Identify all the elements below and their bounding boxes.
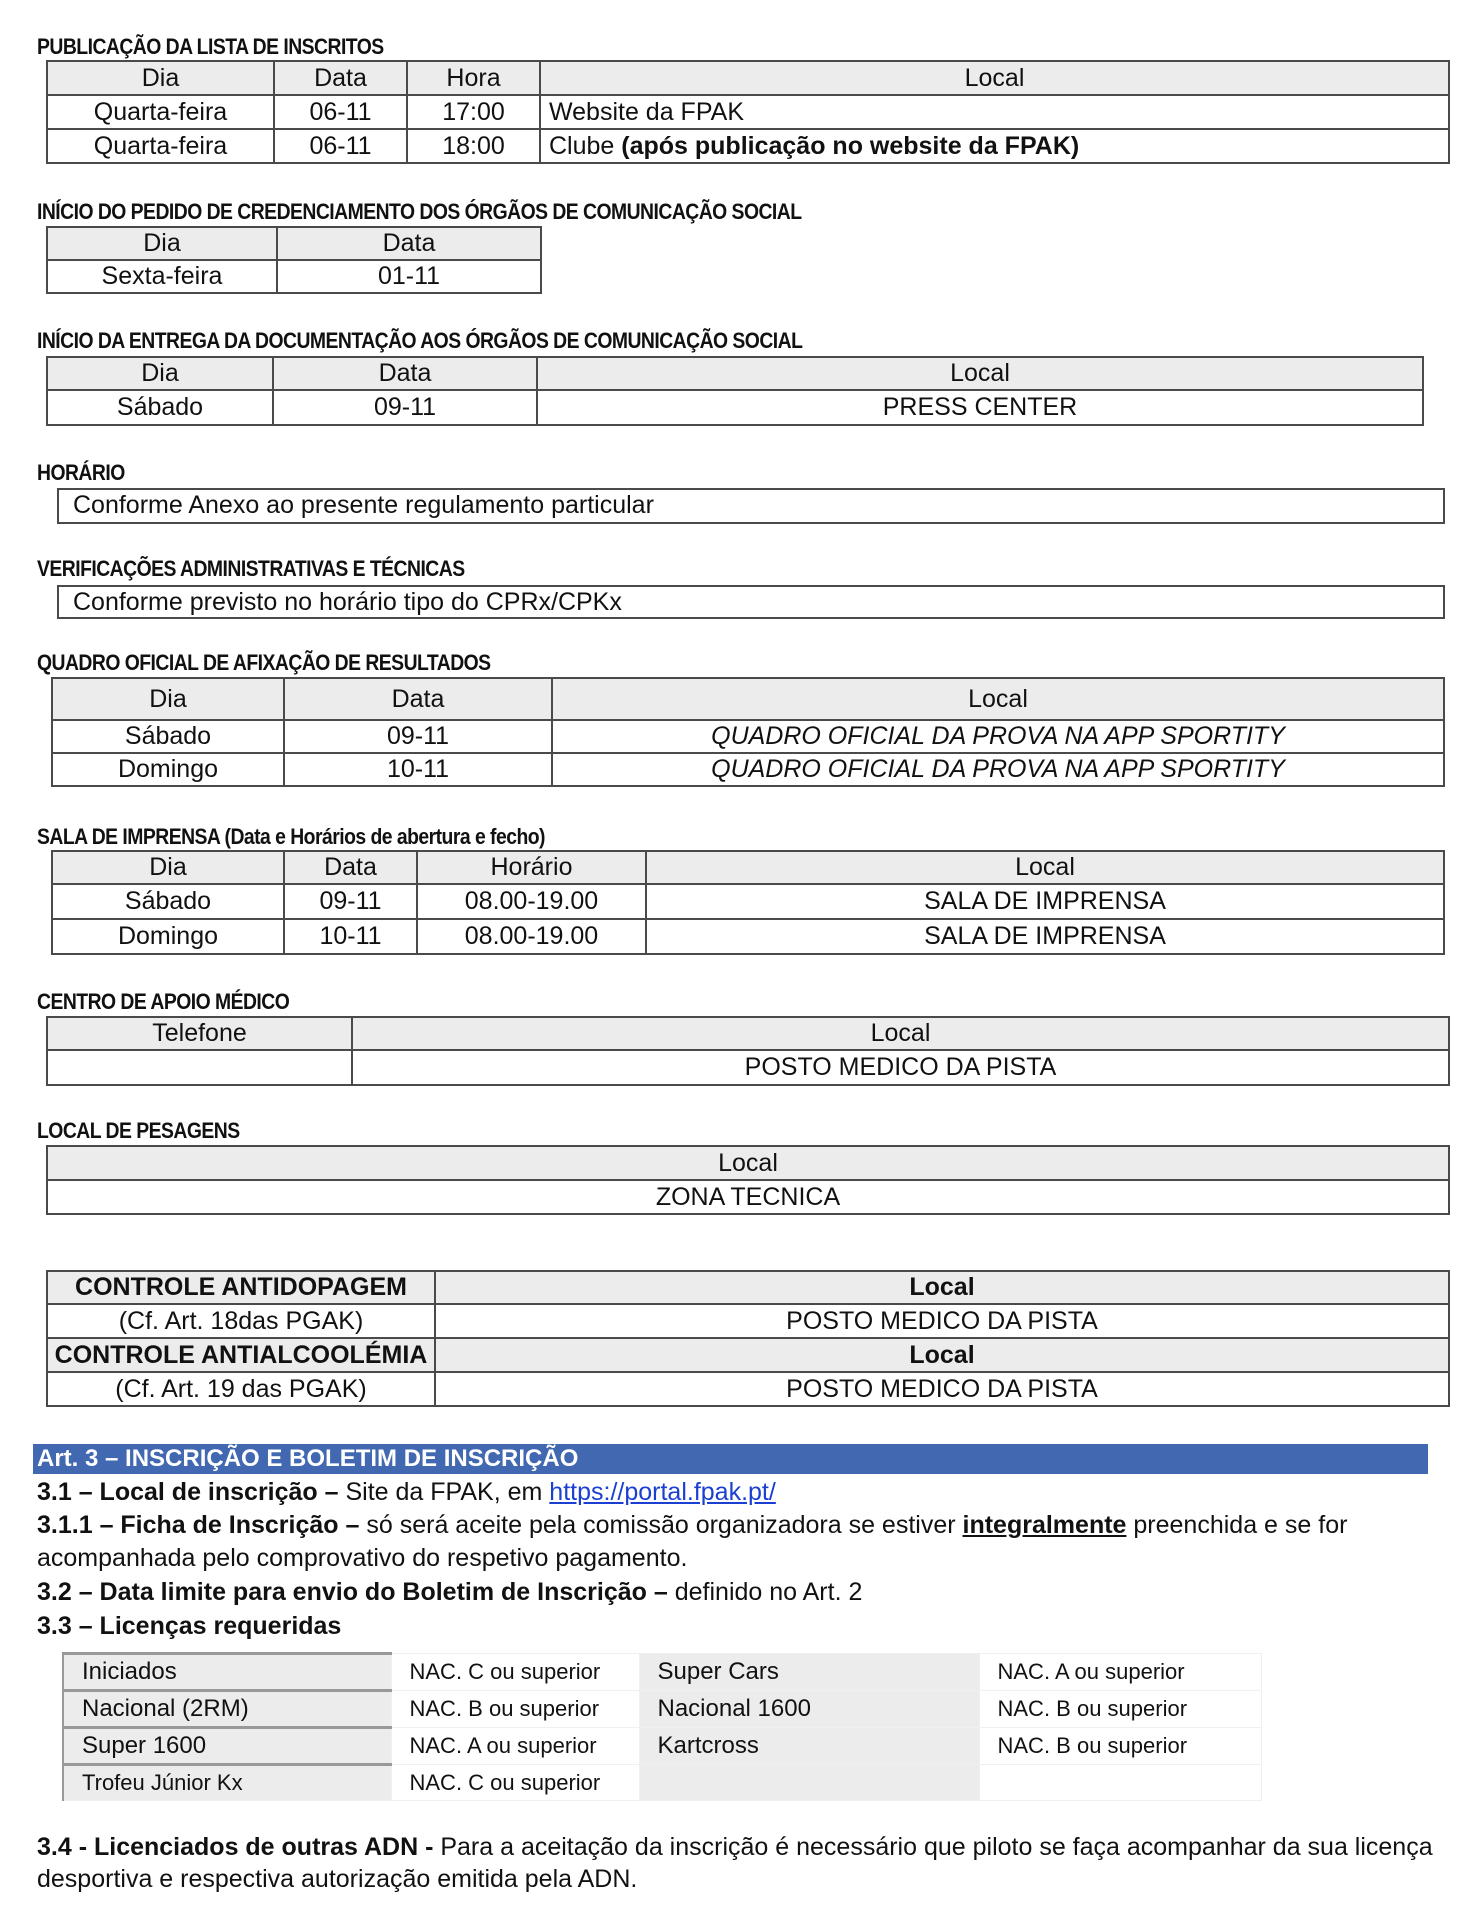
section-title-quadro: QUADRO OFICIAL DE AFIXAÇÃO DE RESULTADOS — [37, 650, 491, 675]
cell-local: POSTO MEDICO DA PISTA — [435, 1372, 1449, 1406]
cell-data: 09-11 — [273, 390, 537, 425]
section-title-medico: CENTRO DE APOIO MÉDICO — [37, 989, 290, 1014]
table-header-row — [47, 227, 541, 260]
category-cell: Nacional 1600 — [639, 1691, 979, 1728]
para-text: Para a aceitação da inscrição é necessário que piloto se faça acompanhar da sua licença — [440, 1833, 1433, 1861]
col-header-data: Data — [274, 61, 407, 95]
verificacoes-text: Conforme previsto no horário tipo do CPRx/CPKx — [73, 588, 622, 616]
section-title-pesagens: LOCAL DE PESAGENS — [37, 1118, 240, 1143]
category-cell: Super Cars — [639, 1654, 979, 1691]
category-cell: Trofeu Júnior Kx — [63, 1765, 391, 1801]
licenca-row — [63, 1765, 1261, 1801]
col-header-hora: Hora — [407, 61, 540, 95]
license-cell: NAC. B ou superior — [979, 1728, 1261, 1765]
section-title-verificacoes: VERIFICAÇÕES ADMINISTRATIVAS E TÉCNICAS — [37, 556, 465, 581]
para-label: – Data limite para envio do Boletim de Inscrição – — [78, 1578, 675, 1606]
category-cell: Kartcross — [639, 1728, 979, 1765]
section-title-publicacao: PUBLICAÇÃO DA LISTA DE INSCRITOS — [37, 34, 384, 59]
controles-table — [46, 1270, 1450, 1407]
antialcoolemia-ref: (Cf. Art. 19 das PGAK) — [47, 1372, 435, 1406]
cell-data: 01-11 — [277, 260, 541, 293]
table-header-row — [52, 678, 1444, 720]
section-title-horario: HORÁRIO — [37, 460, 125, 485]
horario-box — [57, 488, 1445, 524]
para-number: 3.4 — [37, 1833, 79, 1861]
cell-data: 10-11 — [284, 919, 417, 954]
portal-link[interactable]: https://portal.fpak.pt/ — [549, 1478, 776, 1506]
table-row — [52, 753, 1444, 786]
licencas-table — [62, 1652, 1262, 1801]
para-text: só será aceite pela comissão organizadora se estiver — [366, 1511, 963, 1539]
emphasis-integralmente: integralmente — [962, 1511, 1127, 1539]
license-cell: NAC. B ou superior — [979, 1691, 1261, 1728]
paragraph-3-1-1 — [37, 1510, 1347, 1540]
horario-text: Conforme Anexo ao presente regulamento particular — [73, 491, 654, 519]
paragraph-3-4 — [37, 1832, 1433, 1862]
license-cell: NAC. C ou superior — [391, 1654, 639, 1691]
imprensa-table — [51, 850, 1445, 955]
para-label: – Local de inscrição – — [78, 1478, 346, 1506]
cell-hora: 17:00 — [407, 95, 540, 129]
col-header-data: Data — [273, 357, 537, 390]
license-cell: NAC. B ou superior — [391, 1691, 639, 1728]
col-header-dia: Dia — [47, 227, 277, 260]
antidopagem-label: CONTROLE ANTIDOPAGEM — [47, 1271, 435, 1304]
license-cell: NAC. A ou superior — [979, 1654, 1261, 1691]
local-text: Website da FPAK — [549, 97, 744, 126]
cell-local: QUADRO OFICIAL DA PROVA NA APP SPORTITY — [552, 753, 1444, 786]
para-text: preenchida e se for — [1126, 1511, 1348, 1539]
cell-local: SALA DE IMPRENSA — [646, 884, 1444, 919]
paragraph-3-1 — [37, 1477, 776, 1507]
section-title-credenciamento: INÍCIO DO PEDIDO DE CREDENCIAMENTO DOS ÓRGÃOS DE COMUNICAÇÃO SOCIAL — [37, 199, 802, 224]
licenca-row — [63, 1728, 1261, 1765]
medico-table — [46, 1016, 1450, 1086]
table-row — [52, 720, 1444, 753]
cell-dia: Sábado — [47, 390, 273, 425]
cell-local: SALA DE IMPRENSA — [646, 919, 1444, 954]
local-text: Clube — [549, 131, 622, 160]
imprensa-title: SALA DE IMPRENSA — [37, 824, 220, 849]
table-header-row — [47, 357, 1423, 390]
license-cell: NAC. A ou superior — [391, 1728, 639, 1765]
col-header-data: Data — [284, 678, 552, 720]
col-header-data: Data — [277, 227, 541, 260]
imprensa-subtitle: (Data e Horários de abertura e fecho) — [219, 824, 545, 849]
table-row — [47, 390, 1423, 425]
col-header-horario: Horário — [417, 851, 646, 884]
cell-dia: Sexta-feira — [47, 260, 277, 293]
antidopagem-ref: (Cf. Art. 18das PGAK) — [47, 1304, 435, 1338]
col-header-local: Local — [646, 851, 1444, 884]
cell-local — [540, 129, 1449, 163]
cell-dia: Sábado — [52, 884, 284, 919]
verificacoes-box — [57, 585, 1445, 619]
paragraph-3-2 — [37, 1577, 862, 1607]
para-text: Site da FPAK, em — [345, 1478, 550, 1506]
col-header-local: Local — [47, 1146, 1449, 1180]
cell-horario: 08.00-19.00 — [417, 919, 646, 954]
col-header-local: Local — [540, 61, 1449, 95]
license-cell: NAC. C ou superior — [391, 1765, 639, 1801]
cell-dia: Domingo — [52, 753, 284, 786]
cell-dia: Quarta-feira — [47, 95, 274, 129]
para-label: – Licenças requeridas — [78, 1612, 342, 1640]
col-header-dia: Dia — [52, 851, 284, 884]
para-number: 3.3 — [37, 1612, 79, 1640]
table-row — [47, 1372, 1449, 1406]
cell-local: POSTO MEDICO DA PISTA — [352, 1050, 1449, 1085]
cell-data: 06-11 — [274, 129, 407, 163]
table-row — [47, 1050, 1449, 1085]
table-header-row — [47, 1271, 1449, 1304]
para-label: - Licenciados de outras ADN - — [78, 1833, 441, 1861]
para-number: 3.1 — [37, 1478, 79, 1506]
cell-dia: Quarta-feira — [47, 129, 274, 163]
table-header-row — [52, 851, 1444, 884]
documentacao-table — [46, 356, 1424, 426]
category-cell — [639, 1765, 979, 1801]
cell-dia: Domingo — [52, 919, 284, 954]
cell-local: POSTO MEDICO DA PISTA — [435, 1304, 1449, 1338]
table-header-row — [47, 1146, 1449, 1180]
cell-telefone — [47, 1050, 352, 1085]
paragraph-3-1-1-line2: acompanhada pelo comprovativo do respetivo pagamento. — [37, 1544, 688, 1572]
table-header-row — [47, 1017, 1449, 1050]
cell-hora: 18:00 — [407, 129, 540, 163]
local-note: (após publicação no website da FPAK) — [621, 131, 1080, 160]
licenca-row — [63, 1691, 1261, 1728]
cell-data: 06-11 — [274, 95, 407, 129]
antialcoolemia-label: CONTROLE ANTIALCOOLÉMIA — [47, 1338, 435, 1372]
cell-local: PRESS CENTER — [537, 390, 1423, 425]
category-cell: Iniciados — [63, 1654, 391, 1691]
cell-horario: 08.00-19.00 — [417, 884, 646, 919]
cell-data: 09-11 — [284, 720, 552, 753]
col-header-telefone: Telefone — [47, 1017, 352, 1050]
col-header-dia: Dia — [52, 678, 284, 720]
table-row — [52, 919, 1444, 954]
para-label: – Ficha de Inscrição – — [99, 1511, 367, 1539]
para-number: 3.2 — [37, 1578, 79, 1606]
cell-local: QUADRO OFICIAL DA PROVA NA APP SPORTITY — [552, 720, 1444, 753]
table-header-row — [47, 1338, 1449, 1372]
table-row — [47, 129, 1449, 163]
table-row — [47, 1304, 1449, 1338]
section-title-imprensa — [37, 824, 545, 850]
pesagens-table — [46, 1145, 1450, 1215]
table-header-row — [47, 61, 1449, 95]
cell-local — [540, 95, 1449, 129]
col-header-dia: Dia — [47, 61, 274, 95]
col-header-local: Local — [537, 357, 1423, 390]
para-text: definido no Art. 2 — [674, 1578, 863, 1606]
col-header-data: Data — [284, 851, 417, 884]
col-header-local: Local — [552, 678, 1444, 720]
col-header-local: Local — [435, 1338, 1449, 1372]
article-3-banner: Art. 3 – INSCRIÇÃO E BOLETIM DE INSCRIÇÃO — [33, 1444, 1428, 1474]
table-row — [47, 95, 1449, 129]
paragraph-3-3 — [37, 1611, 341, 1641]
quadro-table — [51, 677, 1445, 787]
section-title-documentacao: INÍCIO DA ENTREGA DA DOCUMENTAÇÃO AOS ÓRGÃOS DE COMUNICAÇÃO SOCIAL — [37, 328, 803, 353]
cell-data: 09-11 — [284, 884, 417, 919]
licenca-row — [63, 1654, 1261, 1691]
table-row — [47, 1180, 1449, 1214]
cell-dia: Sábado — [52, 720, 284, 753]
col-header-local: Local — [352, 1017, 1449, 1050]
category-cell: Super 1600 — [63, 1728, 391, 1765]
publicacao-table — [46, 60, 1450, 164]
credenciamento-table — [46, 226, 542, 294]
para-number: 3.1.1 — [37, 1511, 100, 1539]
col-header-dia: Dia — [47, 357, 273, 390]
paragraph-3-4-line2: desportiva e respectiva autorização emitida pela ADN. — [37, 1865, 638, 1893]
table-row — [52, 884, 1444, 919]
col-header-local: Local — [435, 1271, 1449, 1304]
table-row — [47, 260, 541, 293]
cell-data: 10-11 — [284, 753, 552, 786]
license-cell — [979, 1765, 1261, 1801]
cell-local: ZONA TECNICA — [47, 1180, 1449, 1214]
category-cell: Nacional (2RM) — [63, 1691, 391, 1728]
